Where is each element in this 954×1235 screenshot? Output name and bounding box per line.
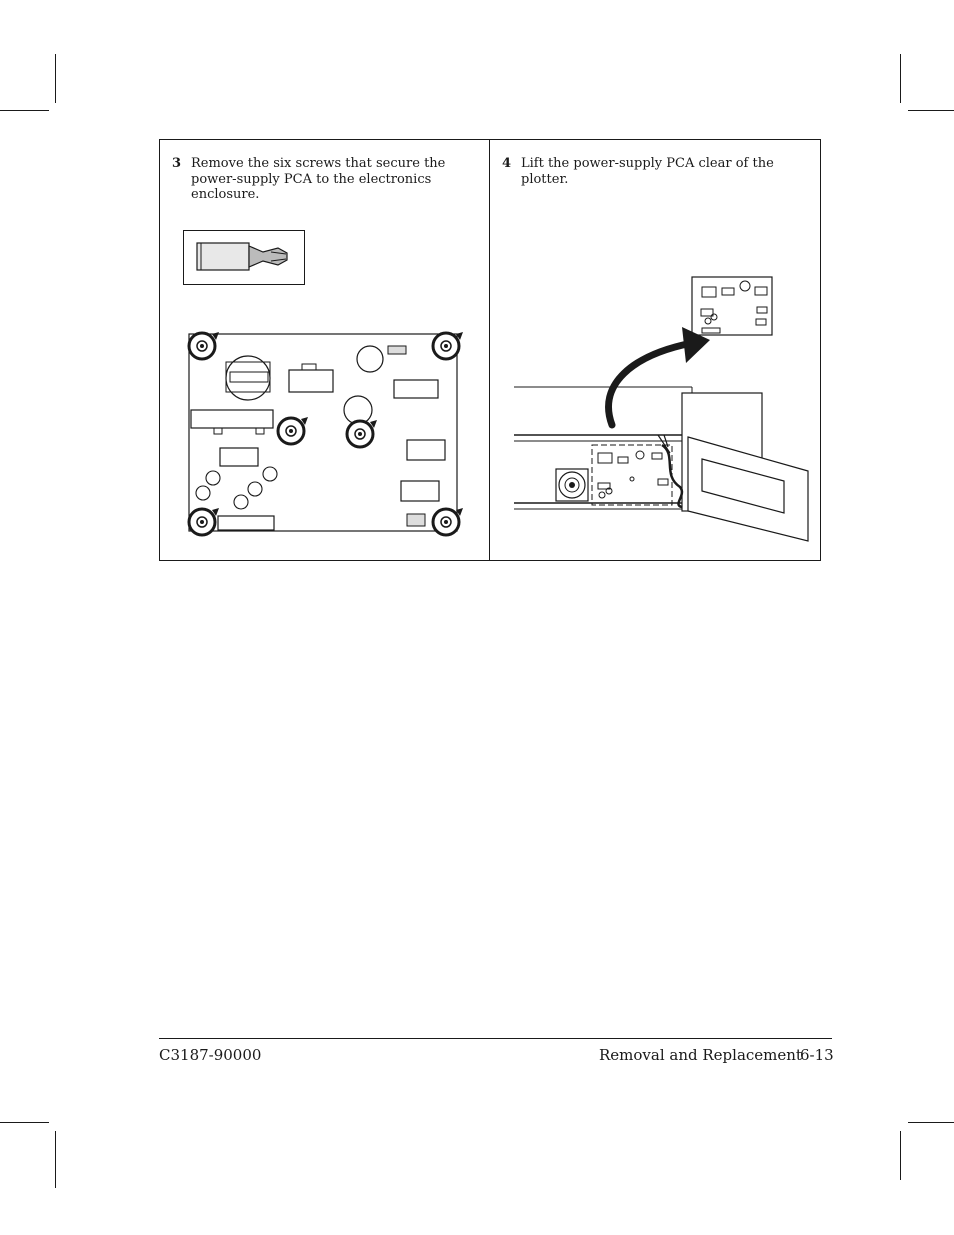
footer-page-number: 6-13 — [800, 1046, 834, 1064]
panel-divider — [489, 140, 490, 560]
procedure-frame — [159, 139, 821, 561]
pca-removal-illustration — [512, 275, 817, 555]
crop-mark-bl-v — [55, 1131, 56, 1188]
footer-section: Removal and Replacement — [599, 1046, 802, 1064]
crop-mark-tr-h — [908, 110, 954, 111]
power-supply-pca-diagram — [182, 326, 472, 541]
step-text: Lift the power-supply PCA clear of the plotter. — [521, 156, 774, 187]
step-number: 3 — [172, 156, 182, 171]
step-text: Remove the six screws that secure the power-supply PCA to the electronics enclosure. — [191, 156, 446, 202]
screw-icon — [433, 508, 463, 535]
screw-icon — [433, 332, 463, 359]
crop-mark-tl-v — [55, 54, 56, 103]
torx-bit-illustration — [183, 230, 305, 285]
crop-mark-br-v — [900, 1131, 901, 1180]
crop-mark-bl-h — [0, 1122, 49, 1123]
crop-mark-tl-h — [0, 110, 49, 111]
footer-rule — [159, 1038, 832, 1039]
crop-mark-br-h — [908, 1122, 954, 1123]
footer-doc-number: C3187-90000 — [159, 1046, 262, 1064]
step-number: 4 — [502, 156, 512, 171]
crop-mark-tr-v — [900, 54, 901, 103]
